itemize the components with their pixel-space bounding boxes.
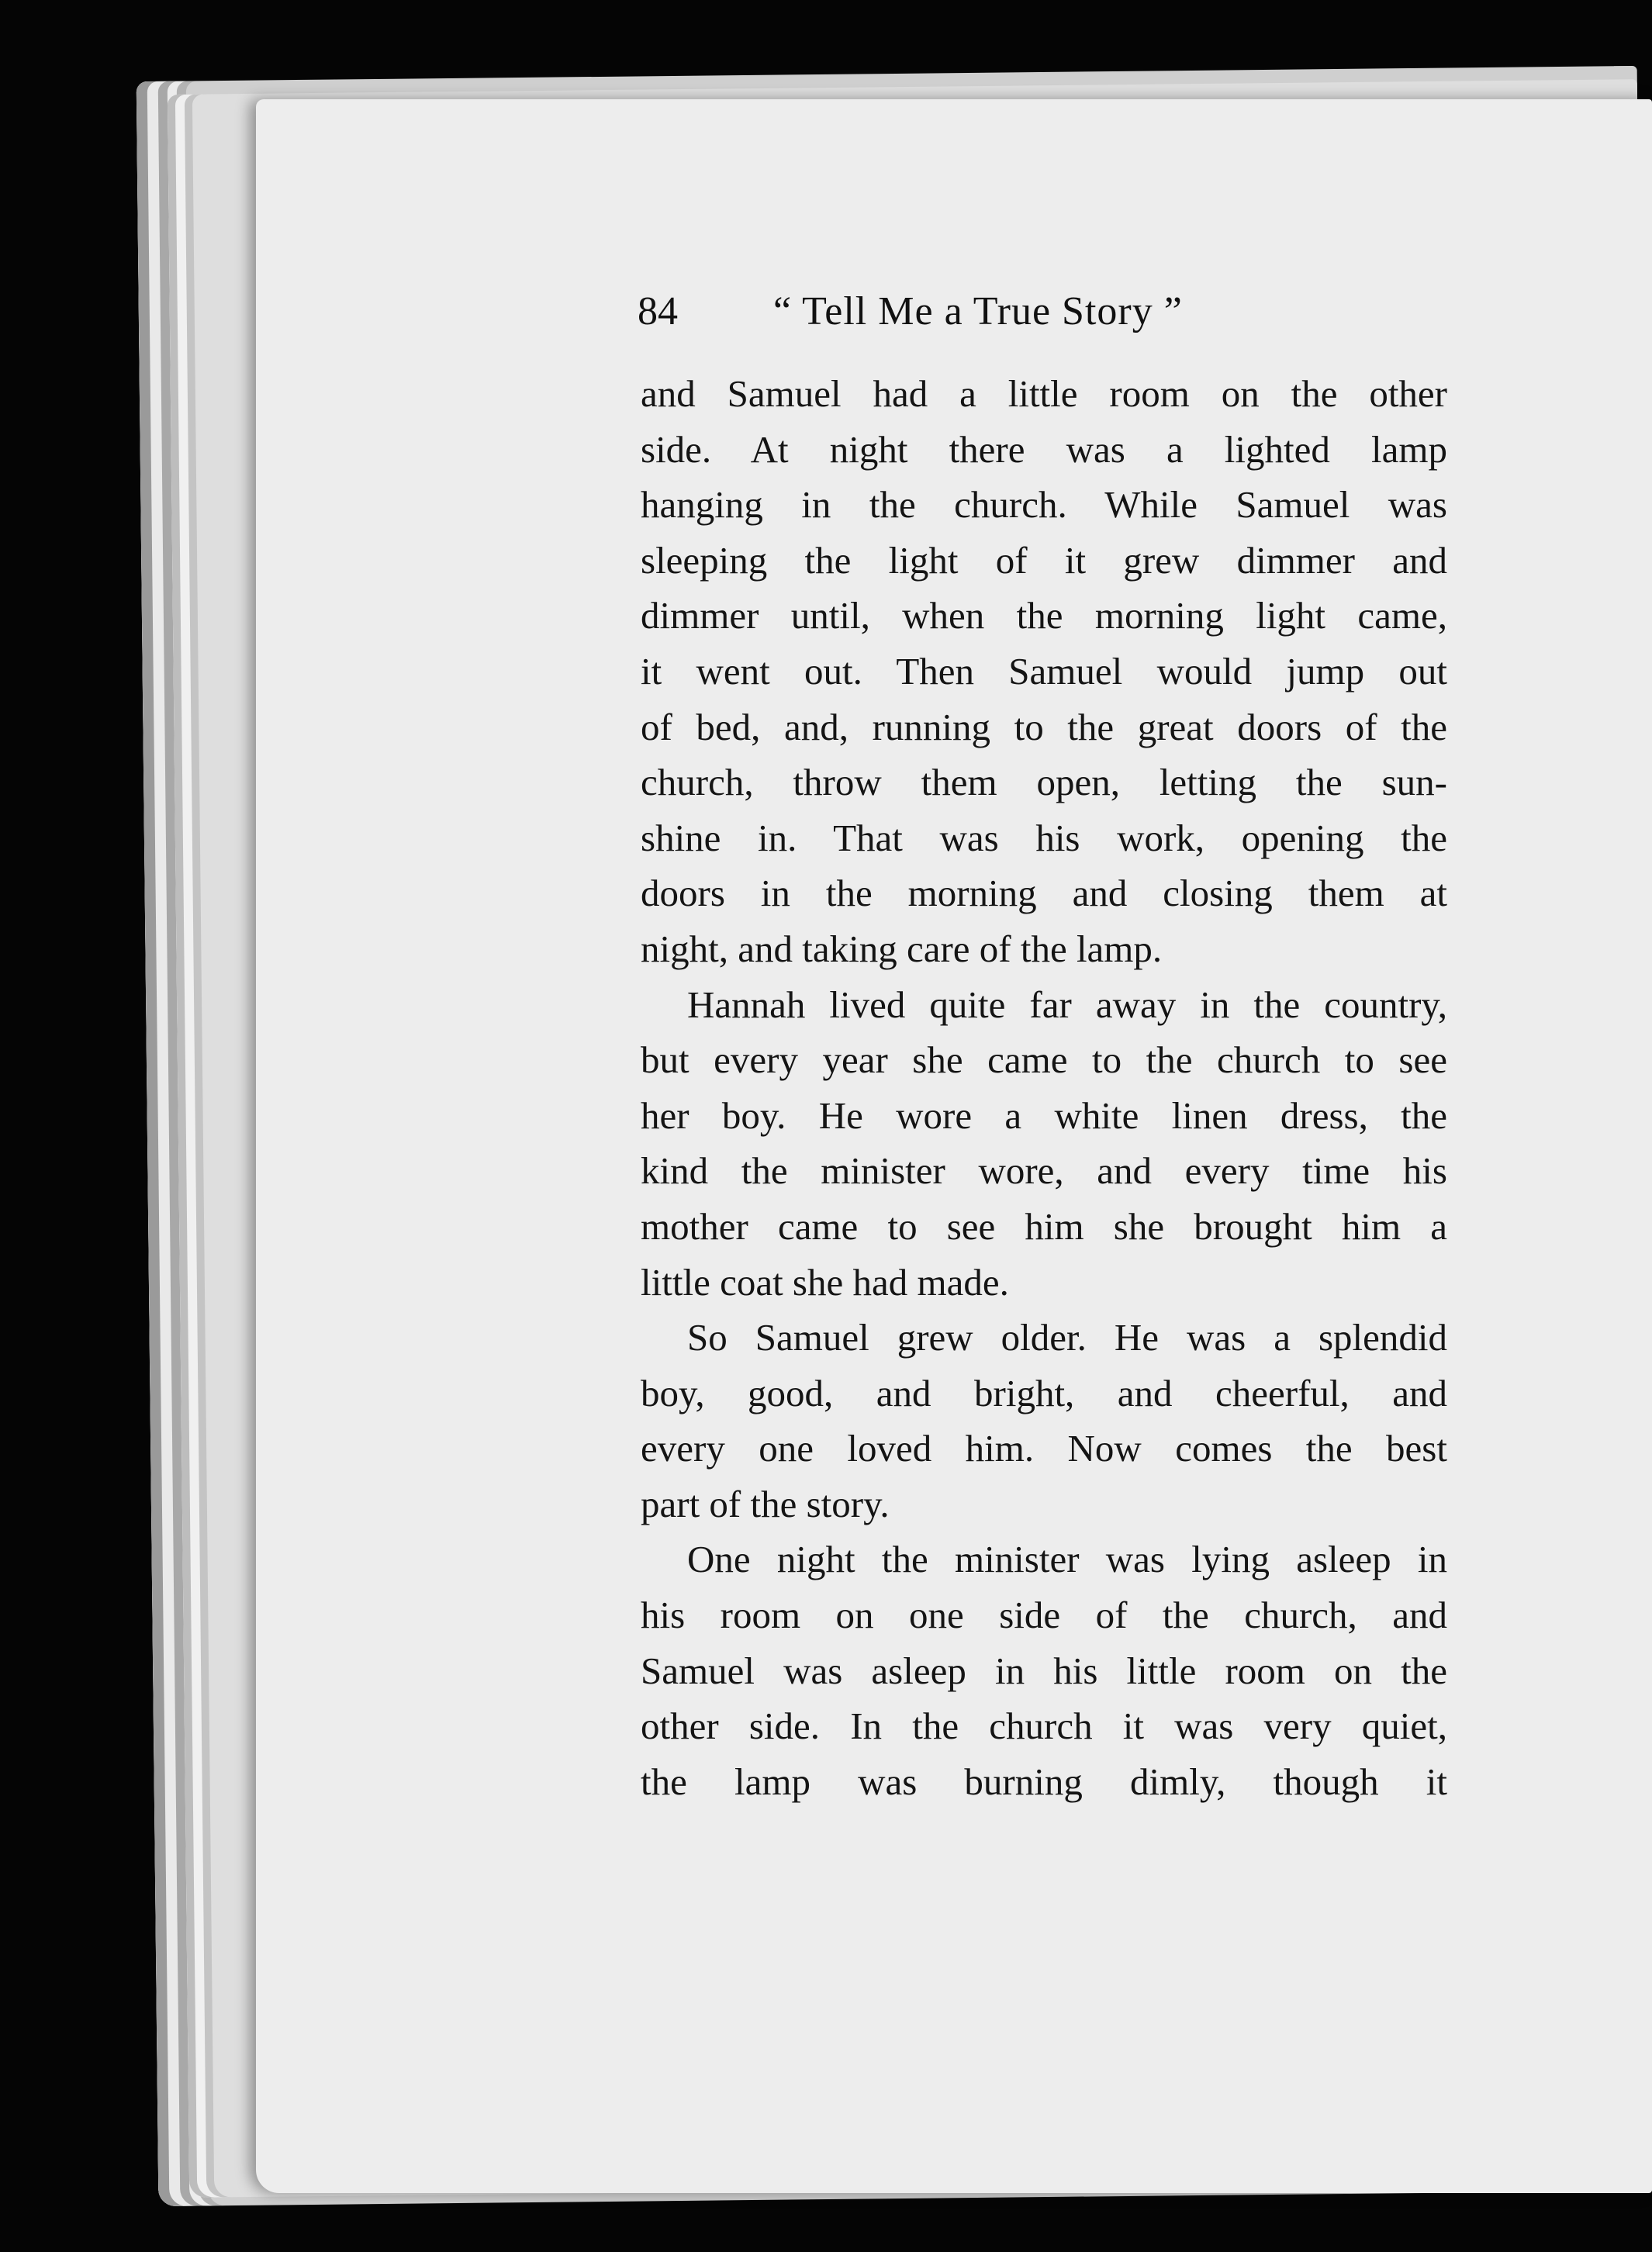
text-line: doors in the morning and closing them at (641, 872, 1447, 915)
text-line: but every year she came to the church to see (641, 1038, 1447, 1082)
body-text (641, 366, 1447, 1809)
text-line: his room on one side of the church, and (641, 1594, 1447, 1637)
text-line: Samuel was asleep in his little room on the (641, 1649, 1447, 1692)
page-header (638, 288, 1452, 351)
text-line: it went out. Then Samuel would jump out (641, 649, 1447, 693)
text-line: every one loved him. Now comes the best (641, 1427, 1447, 1470)
text-line: the lamp was burning dimly, though it (641, 1760, 1447, 1803)
text-line: One night the minister was lying asleep in (687, 1538, 1447, 1581)
paragraph (641, 1310, 1447, 1532)
text-line: of bed, and, running to the great doors of the (641, 705, 1447, 748)
text-line: mother came to see him she brought him a (641, 1204, 1447, 1248)
text-line: boy, good, and bright, and cheerful, and (641, 1371, 1447, 1414)
text-line: shine in. That was his work, opening the (641, 816, 1447, 859)
text-line: little coat she had made. (641, 1260, 1009, 1304)
text-line: Hannah lived quite far away in the country, (687, 983, 1447, 1026)
text-line: dimmer until, when the morning light came, (641, 594, 1447, 637)
text-line: other side. In the church it was very quiet, (641, 1705, 1447, 1748)
paragraph (641, 366, 1447, 977)
paragraph (641, 977, 1447, 1311)
text-line: kind the minister wore, and every time his (641, 1149, 1447, 1193)
text-line: part of the story. (641, 1482, 890, 1525)
text-line: side. At night there was a lighted lamp (641, 427, 1447, 471)
running-title: “ Tell Me a True Story ” (773, 289, 1183, 333)
text-line: and Samuel had a little room on the other (641, 372, 1447, 415)
text-line: So Samuel grew older. He was a splendid (687, 1316, 1447, 1359)
paragraph (641, 1532, 1447, 1809)
text-line: night, and taking care of the lamp. (641, 927, 1163, 970)
text-line: church, throw them open, letting the sun- (641, 761, 1447, 804)
page-number: 84 (638, 289, 678, 333)
text-line: her boy. He wore a white linen dress, the (641, 1093, 1447, 1137)
text-line: hanging in the church. While Samuel was (641, 483, 1447, 527)
text-line: sleeping the light of it grew dimmer and (641, 538, 1447, 582)
